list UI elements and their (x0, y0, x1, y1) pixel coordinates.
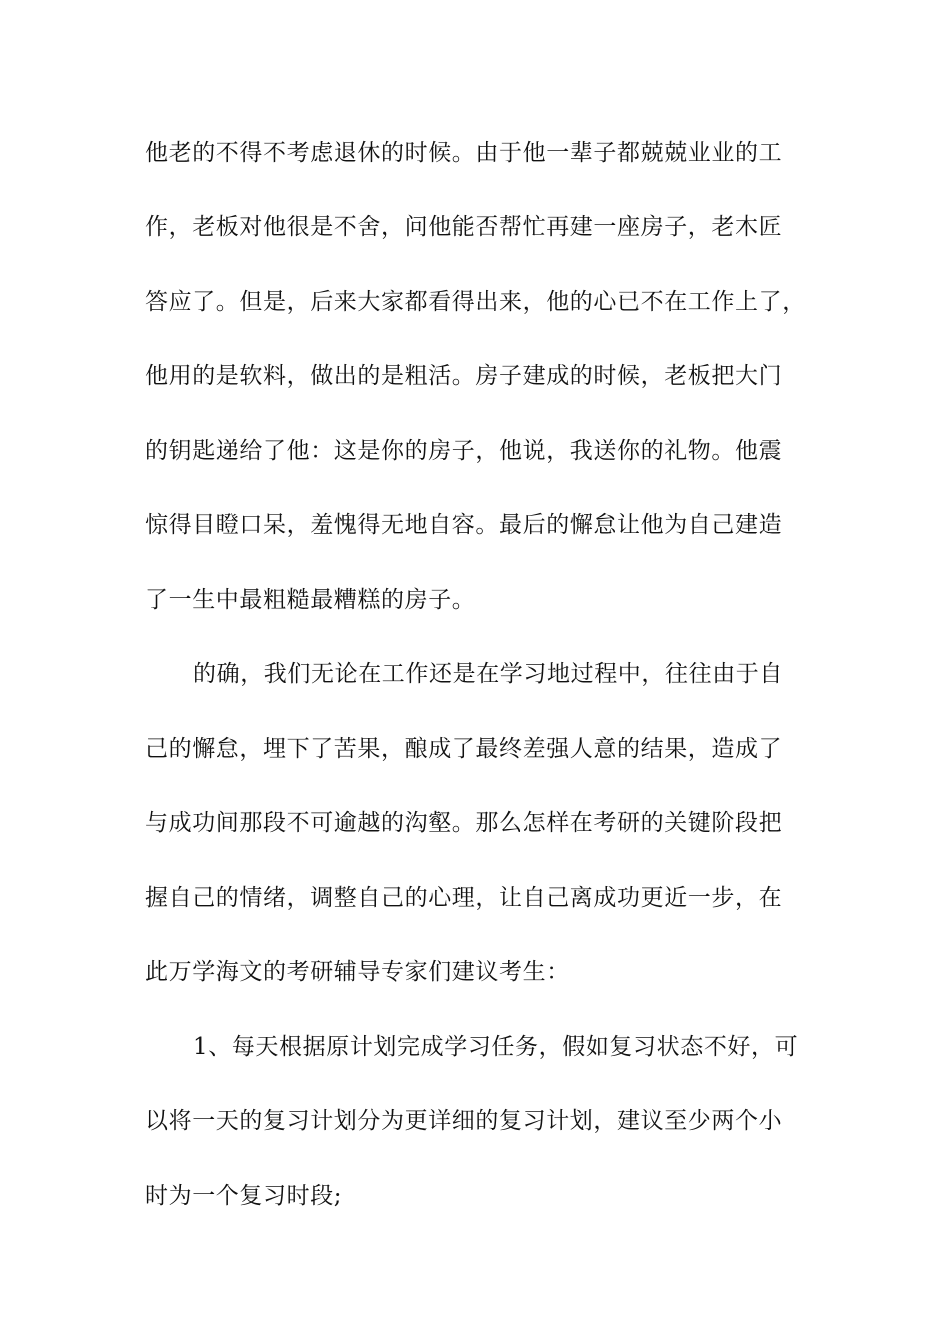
text-line: 握自己的情绪，调整自己的心理，让自己离成功更近一步，在 (145, 885, 783, 911)
text-line: 时为一个复习时段; (145, 1183, 343, 1209)
text-line: 答应了。但是，后来大家都看得出来，他的心已不在工作上了， (145, 289, 806, 315)
text-line: 的钥匙递给了他：这是你的房子，他说，我送你的礼物。他震 (145, 438, 783, 464)
list-item-start-line: 1、每天根据原计划完成学习任务，假如复习状态不好，可 (193, 1034, 799, 1060)
paragraph-start-line: 的确，我们无论在工作还是在学习地过程中，往往由于自 (193, 661, 783, 687)
text-line: 惊得目瞪口呆，羞愧得无地自容。最后的懈怠让他为自己建造 (145, 512, 783, 538)
text-line: 他老的不得不考虑退休的时候。由于他一辈子都兢兢业业的工 (145, 140, 783, 166)
text-line: 与成功间那段不可逾越的沟壑。那么怎样在考研的关键阶段把 (145, 810, 783, 836)
text-line: 己的懈怠，埋下了苦果，酿成了最终差强人意的结果，造成了 (145, 736, 783, 762)
text-line: 以将一天的复习计划分为更详细的复习计划，建议至少两个小 (145, 1108, 783, 1134)
text-line: 他用的是软料，做出的是粗活。房子建成的时候，老板把大门 (145, 363, 783, 389)
text-line: 了一生中最粗糙最糟糕的房子。 (145, 587, 476, 613)
text-line: 作，老板对他很是不舍，问他能否帮忙再建一座房子，老木匠 (145, 214, 783, 240)
text-line: 此万学海文的考研辅导专家们建议考生： (145, 959, 570, 985)
